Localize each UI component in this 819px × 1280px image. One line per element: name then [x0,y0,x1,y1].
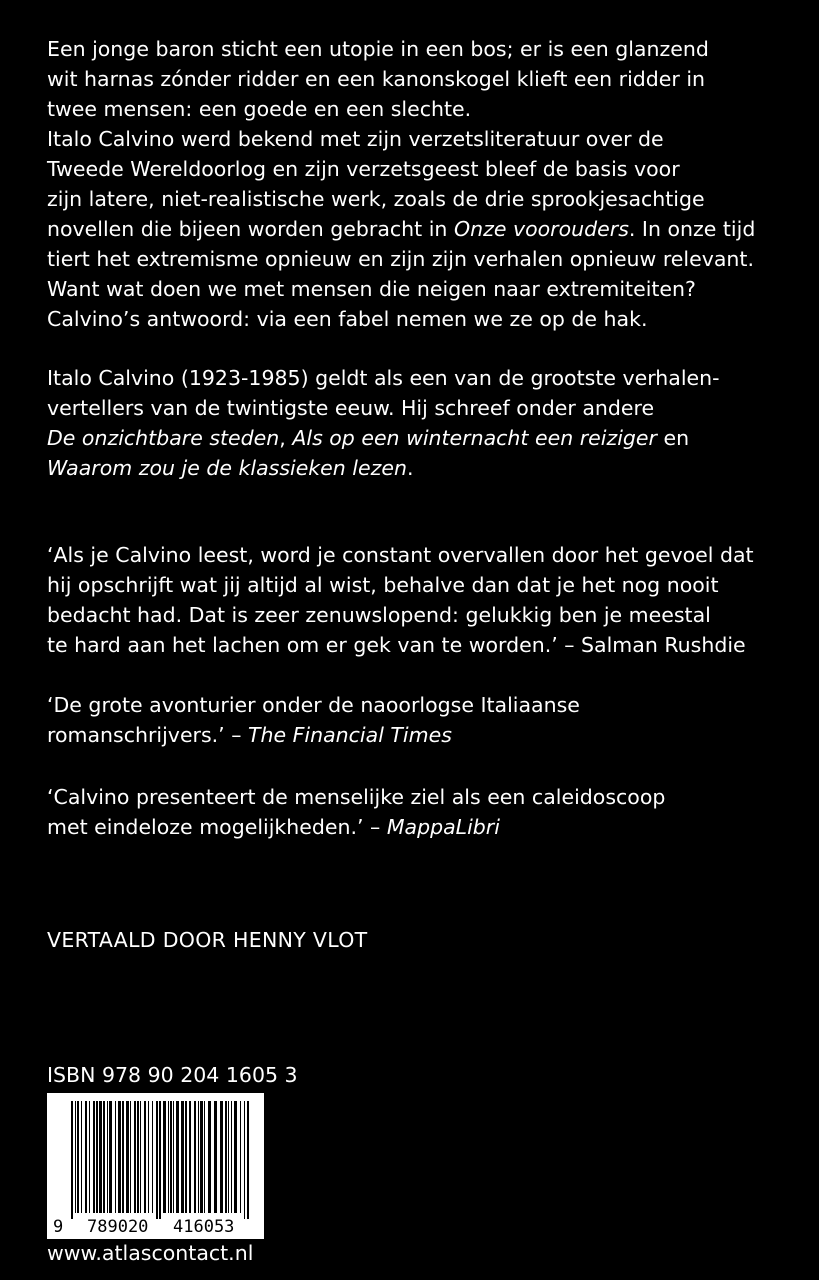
barcode-bar [89,1101,90,1213]
isbn-number: ISBN 978 90 204 1605 3 [47,1063,298,1087]
text-run: Italo Calvino werd bekend met zijn verzetsliteratuur over de [47,127,664,151]
barcode-bar [159,1101,161,1219]
text-line [47,363,787,393]
text-run: Tweede Wereldoorlog en zijn verzetsgeest bleef de basis voor [47,157,680,181]
text-line [47,630,787,660]
barcode [47,1093,264,1239]
text-run: novellen die bijeen worden gebracht in [47,217,454,241]
text-line [47,393,787,423]
text-line [47,690,787,720]
barcode-bar [103,1101,105,1213]
barcode-bar [152,1101,153,1213]
barcode-bar [189,1101,191,1213]
barcode-bar [109,1101,112,1213]
barcode-bar [247,1101,249,1219]
review-quote-rushdie [47,540,787,660]
barcode-bar [81,1101,82,1213]
text-run: tiert het extremisme opnieuw en zijn zijn verhalen opnieuw relevant. [47,247,754,271]
barcode-bar [126,1101,129,1213]
review-quote-financial-times [47,690,787,750]
barcode-bars [71,1101,249,1219]
barcode-graphic [47,1093,264,1239]
text-run: twee mensen: een goede en een slechte. [47,97,472,121]
barcode-bar [204,1101,205,1213]
barcode-digits-right: 416053 [173,1217,235,1237]
text-line [47,64,787,94]
text-line [47,540,787,570]
barcode-bar [75,1101,76,1213]
author-bio-text [47,363,787,483]
barcode-bar [148,1101,149,1213]
barcode-bar [176,1101,179,1213]
text-line [47,423,787,453]
text-line [47,453,787,483]
publisher-website: www.atlascontact.nl [47,1241,254,1265]
barcode-bar [185,1101,187,1213]
barcode-bar [71,1101,73,1219]
text-run: . In onze tijd [628,217,756,241]
barcode-digits-left: 9 [53,1217,64,1237]
review-quote-mappalibri [47,782,787,842]
barcode-bar [85,1101,87,1213]
text-run: ‘Calvino presenteert de menselijke ziel als een caleidoscoop [47,785,666,809]
text-run: ‘De grote avonturier onder de naoorlogse Italiaanse [47,693,580,717]
barcode-bar [93,1101,95,1213]
barcode-bar [194,1101,196,1213]
barcode-bar [228,1101,229,1213]
barcode-bar [137,1101,139,1213]
text-line [47,782,787,812]
text-line [47,94,787,124]
review-quote-text [47,540,787,660]
italic-title-text: Onze voorouders [453,217,629,241]
barcode-bar [244,1101,245,1219]
barcode-bar [118,1101,121,1213]
text-line [47,214,787,244]
barcode-bar [77,1101,79,1213]
text-run: , [279,426,293,450]
text-line [47,600,787,630]
barcode-bar [134,1101,136,1213]
barcode-bar [115,1101,116,1213]
text-run: met eindeloze mogelijkheden.’ – [47,815,387,839]
text-run: Een jonge baron sticht een utopie in een bos; er is een glanzend [47,37,709,61]
text-run: vertellers van de twintigste eeuw. Hij schreef onder andere [47,396,655,420]
text-run: zijn latere, niet-realistische werk, zoals de drie sprookjesachtige [47,187,705,211]
review-quote-text [47,690,787,750]
barcode-bar [220,1101,223,1213]
text-line [47,274,787,304]
text-line [47,304,787,334]
barcode-bar [173,1101,174,1213]
barcode-bar [107,1101,108,1213]
barcode-bar [144,1101,146,1213]
text-run: . [406,456,414,480]
barcode-bar [208,1101,211,1213]
barcode-bar [130,1101,131,1213]
review-quote-text [47,782,787,842]
text-run: en [656,426,690,450]
barcode-bar [225,1101,227,1213]
translator-credit: VERTAALD DOOR HENNY VLOT [47,928,368,952]
barcode-bar [200,1101,203,1213]
barcode-bar [214,1101,217,1213]
text-run: romanschrijvers.’ – [47,723,248,747]
text-run: Want wat doen we met mensen die neigen naar extremiteiten? [47,277,696,301]
blurb-text [47,34,787,334]
barcode-bar [198,1101,199,1213]
barcode-bar [140,1101,141,1213]
barcode-bar [170,1101,172,1213]
italic-title-text: The Financial Times [247,723,452,747]
text-line [47,244,787,274]
text-run: Italo Calvino (1923-1985) geldt als een van de grootste verhalen- [47,366,720,390]
blurb-paragraph [47,34,787,334]
barcode-bar [163,1101,166,1213]
italic-title-text: Waarom zou je de klassieken lezen [47,456,407,480]
text-line [47,720,787,750]
text-line [47,812,787,842]
barcode-bar [99,1101,102,1213]
text-run: bedacht had. Dat is zeer zenuwslopend: gelukkig ben je meestal [47,603,711,627]
barcode-bar [122,1101,124,1213]
barcode-bar [234,1101,237,1213]
barcode-bar [181,1101,184,1213]
barcode-bar [156,1101,158,1219]
text-line [47,124,787,154]
italic-title-text: MappaLibri [386,815,500,839]
text-run: te hard aan het lachen om er gek van te worden.’ – Salman Rushdie [47,633,746,657]
text-run: hij opschrijft wat jij altijd al wist, behalve dan dat je het nog nooit [47,573,719,597]
text-run: wit harnas zónder ridder en een kanonskogel klieft een ridder in [47,67,706,91]
text-line [47,184,787,214]
text-line [47,154,787,184]
italic-title-text: De onzichtbare steden [47,426,280,450]
text-run: Calvino’s antwoord: via een fabel nemen we ze op de hak. [47,307,648,331]
author-bio-paragraph [47,363,787,483]
text-run: ‘Als je Calvino leest, word je constant overvallen door het gevoel dat [47,543,754,567]
barcode-bar [240,1101,241,1213]
barcode-bar [96,1101,98,1213]
text-line [47,570,787,600]
barcode-bar [231,1101,232,1213]
italic-title-text: Als op een winternacht een reiziger [292,426,657,450]
barcode-bar [168,1101,169,1213]
barcode-digits-middle: 789020 [87,1217,149,1237]
text-line [47,34,787,64]
